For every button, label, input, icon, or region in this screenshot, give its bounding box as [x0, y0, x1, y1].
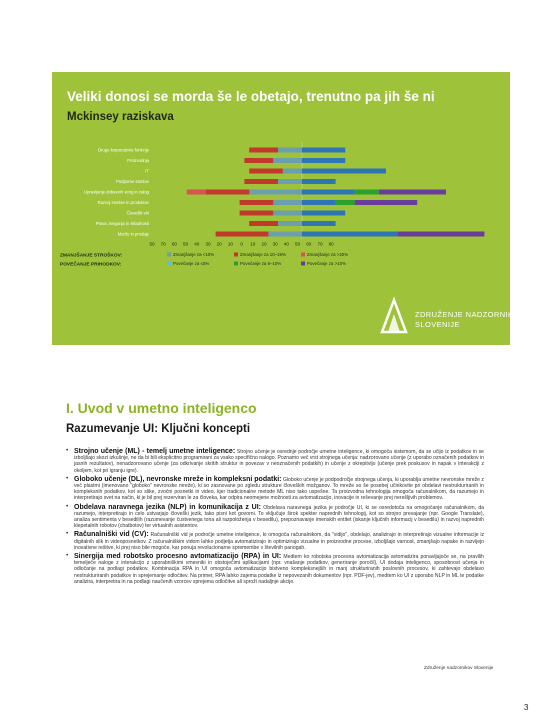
bar-cost: [268, 232, 302, 237]
list-item: [66, 532, 484, 551]
bar-revenue: [355, 190, 379, 195]
legend-label: Zmanjšanje za 10–19%: [240, 252, 286, 257]
section-subheading: Razumevanje UI: Ključni koncepti: [66, 423, 251, 435]
x-tick-label: 30: [272, 241, 278, 247]
category-label: Proizvodnja: [127, 158, 149, 163]
bar-revenue: [302, 148, 345, 153]
bar-cost: [278, 221, 302, 226]
x-tick-label: 50: [295, 241, 301, 247]
bar-revenue: [302, 200, 336, 205]
bar-cost: [249, 190, 302, 195]
x-tick-label: 40: [283, 241, 289, 247]
legend-label: Povečanje za ≤5%: [173, 261, 210, 266]
bar-cost: [187, 190, 206, 195]
item-text: Globoko učenje je podpodročje strojnega učenja, ki uporablja umetne nevronske mreže z več plastmi (imenovano "globoko" nevronske mreže), ki so zasnovane po zgledu strukture človeških možganov. To mreže so še posebej učinkovite pri obdelavi nestrukturiranih in kompleksnih podatkov, kot so slike, zvočni posnetki in video, kjer tradicionalne metode ML niso tako uspešne. Ta proizvodna tehnologija omogoča računalnikom, da razumejo in interpretirajo svet na način, ki je bil prej rezerviran le za človeka, kar odpira neomejene možnosti za avtomatizacijo, inovacije in reševanje prej nerešljivih problemov.: [74, 476, 484, 502]
legend-row-label: ZMANJŠANJE STROŠKOV:: [60, 253, 123, 259]
slide-image: [52, 72, 526, 345]
x-tick-label: 20: [216, 241, 222, 247]
concept-list: [66, 449, 484, 588]
bar-cost: [244, 158, 273, 163]
brand-line1: ZDRUŽENJE NADZORNIKOV: [415, 310, 526, 319]
bar-cost: [273, 158, 302, 163]
bar-cost: [273, 200, 302, 205]
brand-text: [415, 310, 525, 330]
bar-cost: [216, 232, 269, 237]
bar-revenue: [302, 169, 386, 174]
legend-label: Zmanjšanje za >20%: [307, 252, 349, 257]
list-item: [66, 477, 484, 502]
x-tick-label: 10: [227, 241, 233, 247]
item-text: Strojno učenje je osrednje področje umetne inteligence, ki omogoča sistemom, da se učijo iz podatkov in se izboljšajo skozi izkušnje, ne da bi bili eksplicitno programirani za vsako specifično nalogo. Poznamo več vrst strojnega učenja: nadzorovano učenje (z uporabo označenih podatkov in jasnih rezultatov), nenadzorovano učenje (za odkrivanje skritih struktur in povezav v neoznačenih podatkih) in učenje z okrepitvijo (učenje prek poskusov in napak v interakciji z okoljem, kot pri igranju igre).: [74, 449, 484, 474]
bar-revenue: [302, 190, 355, 195]
bar-revenue: [355, 200, 417, 205]
list-item: [66, 554, 484, 585]
bar-cost: [240, 211, 274, 216]
legend-swatch: [301, 253, 305, 257]
category-label: Marže in prodaje: [117, 231, 149, 237]
legend-swatch: [167, 262, 171, 266]
item-text: Obdelava naravnega jezika je področje UI, ki se osredotoča na omogočanje računalnikom, da razumejo, interpretirajo in celo ustvarjajo človeški jezik, tako pisni kot govorni. To vključuje širok spekter naprednih tehnologij, kot so strojno prevajanje (npr. Google Translate), analiza sentimenta v besedilih (razumevanje čustvenega tona ali razpoloženja v besedilu), prepoznavanje imenskih entitet (iskanje ključnih informacij v besedilu) in razvoj naprednih klepetalnih robotov (chatbotov) ter virtualnih asistentov.: [74, 504, 484, 530]
slide-title: Veliki donosi se morda še le obetajo, trenutno pa jih še ni: [67, 89, 435, 104]
category-label: Druge korporativne funkcije: [98, 147, 149, 153]
list-item: [66, 449, 484, 474]
section-heading: I. Uvod v umetno inteligenco: [66, 400, 257, 416]
category-label: IT: [145, 168, 149, 174]
bar-cost: [273, 211, 302, 216]
brand-line2: SLOVENIJE: [415, 320, 460, 329]
bar-revenue: [302, 211, 345, 216]
x-tick-label: 50: [149, 241, 155, 247]
bar-revenue: [379, 190, 446, 195]
item-text: Medtem ko robotska procesna avtomatizacija avtomatizira ponavljajoče se, na pravilih temelječe naloge z interakcijo z uporabniškimi vmesniki in obstoječimi aplikacijami (npr. vnašanje podatkov, generiranje poročil), UI dodaja inteligenco, sposobnost učenja in odločanje na podlagi podatkov. Kombinacija RPA in UI omogoča avtomatizacijo bistveno kompleksnejših in manj strukturiranih poslovnih procesov, ki zahtevajo obdelavo nestrukturiranih podatkov in sprejemanje odločitev. Na primer, RPA lahko zajema podatke iz nepovezanih dokumentov (npr. PDF-jev), medtem ko UI z uporabo NLP in ML te podatke analizira, interpretira in na podlagi naučenih vzorcev sprejema odločitve ali sproži nadaljnje akcije.: [74, 554, 484, 585]
legend-swatch: [167, 253, 171, 257]
footer-org: Združenje nadzornikov Slovenije: [424, 666, 494, 671]
legend-swatch: [234, 253, 238, 257]
list-item: [66, 505, 484, 530]
legend-swatch: [301, 262, 305, 266]
bar-cost: [249, 221, 278, 226]
brand-icon: [378, 294, 412, 336]
bar-revenue: [302, 179, 336, 184]
legend-label: Zmanjšanje za <10%: [173, 252, 215, 257]
page-number: 3: [524, 703, 529, 712]
legend-swatch: [234, 262, 238, 266]
x-tick-label: 30: [205, 241, 211, 247]
item-lead: Sinergija med robotsko procesno avtomatizacijo (RPA) in UI:: [74, 553, 282, 561]
item-lead: Globoko učenje (DL), nevronske mreže in kompleksni podatki:: [74, 475, 282, 483]
bar-cost: [283, 169, 302, 174]
slide-subtitle: Mckinsey raziskava: [67, 111, 174, 123]
category-label: Razvoj storitev in produktov: [97, 200, 149, 205]
bar-cost: [206, 190, 249, 195]
category-label: Človeški viri: [126, 210, 149, 216]
legend-row-label: POVEČANJE PRIHODKOV:: [60, 262, 122, 268]
legend-label: Povečanje za 6–10%: [240, 261, 282, 266]
bar-cost: [240, 200, 274, 205]
item-lead: Računalniški vid (CV):: [74, 531, 149, 539]
chart-bars: [187, 148, 485, 237]
x-tick-label: 20: [261, 241, 267, 247]
brand-logo: [378, 294, 526, 336]
bar-cost: [278, 179, 302, 184]
bar-cost: [244, 179, 278, 184]
legend-label: Povečanje za >10%: [307, 261, 346, 266]
bar-cost: [278, 148, 302, 153]
item-text: Računalniški vid je področje umetne inteligence, ki omogoča računalnikom, da "vidijo", obdelajo, analizirajo in interpretirajo vizualne informacije iz digitalnih slik in videoposnetkov. Z računalniškim vidom lahko podjetja avtomatizirajo in optimizirajo vizualne in proizvodne procese, izboljšajo varnost, zmanjšajo napake in razvijejo inovativne rešitve, ki prej niso bile mogoče, kar ponuja revolucionarne spremembe v številnih panogah.: [74, 532, 484, 551]
x-tick-label: 80: [328, 241, 334, 247]
x-tick-label: 50: [183, 241, 189, 247]
category-label: Podporne storitve: [116, 179, 149, 184]
bar-revenue: [302, 158, 345, 163]
bar-revenue: [398, 232, 484, 237]
bar-revenue: [336, 200, 355, 205]
x-tick-label: 60: [171, 241, 177, 247]
bar-cost: [249, 148, 278, 153]
x-tick-label: 60: [306, 241, 312, 247]
chart-legend: [60, 251, 348, 268]
category-label: Prava, tveganja in skladnosti: [95, 221, 149, 226]
x-tick-label: 40: [194, 241, 200, 247]
bar-revenue: [302, 221, 336, 226]
item-lead: Strojno učenje (ML) - temelj umetne inteligence:: [74, 448, 236, 455]
chart-labels: [84, 148, 150, 237]
x-tick-label: 0: [240, 241, 243, 247]
category-label: Upravljanje dobavnih verig in zalog: [84, 189, 149, 195]
x-tick-label: 70: [317, 241, 323, 247]
bar-revenue: [302, 232, 398, 237]
item-lead: Obdelava naravnega jezika (NLP) in komunikacija z UI:: [74, 503, 261, 511]
bar-cost: [249, 169, 283, 174]
x-tick-label: 70: [160, 241, 166, 247]
x-tick-label: 10: [250, 241, 256, 247]
